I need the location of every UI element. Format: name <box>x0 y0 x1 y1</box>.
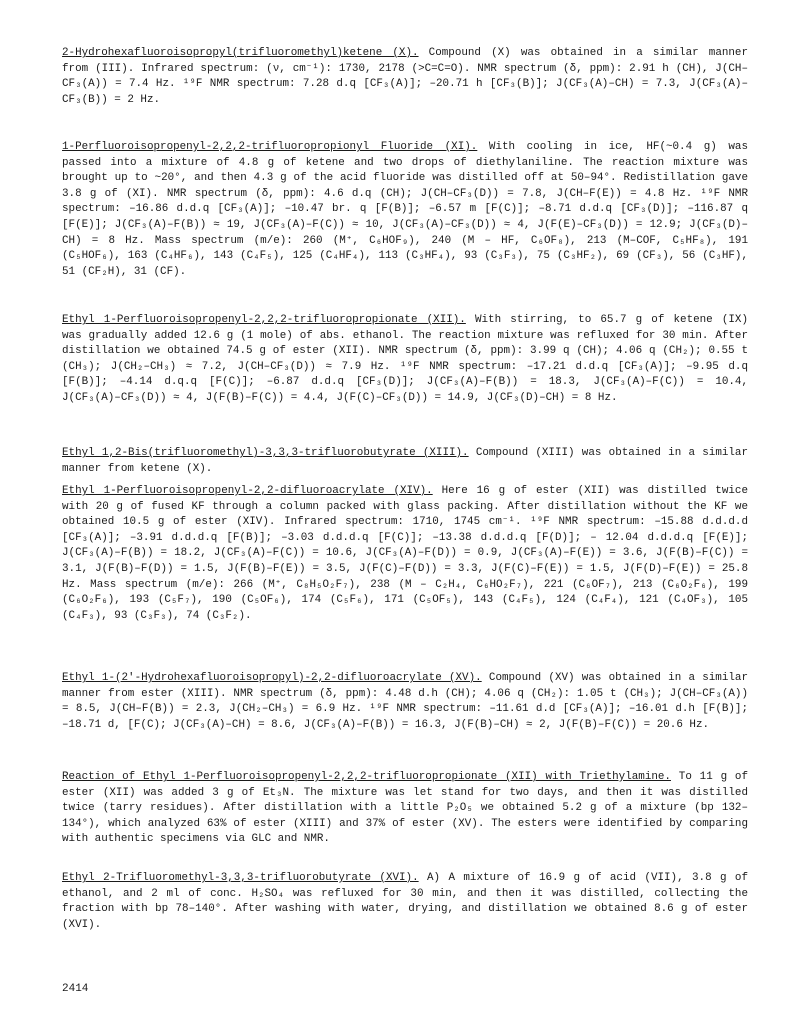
heading-ester-xii: Ethyl 1-Perfluoroisopropenyl-2,2,2-trifluoropropionate (XII). <box>62 314 466 326</box>
heading-ester-xvi: Ethyl 2-Trifluoromethyl-3,3,3-trifluorobutyrate (XVI). <box>62 872 419 884</box>
paragraph-triethylamine-reaction <box>62 770 748 848</box>
body-ketene-x: Compound (X) was obtained in a similar manner from (III). Infrared spectrum: (ν, cm⁻¹): 1730, 2178 (>C=C=O). NMR spectrum (δ, ppm): 2.91 h (CH), J(CH–CF₃(A)) = 7.4 Hz. ¹⁹F NMR spectrum: 7.28 d.q [CF₃(A)]; –20.71 h [CF₃(B)]; J(CF₃(A)–CH) = 7.3, J(CF₃(A)–CF₃(B)) = 2 Hz. <box>62 47 748 106</box>
paragraph-ketene-x <box>62 46 748 108</box>
heading-ester-xiii: Ethyl 1,2-Bis(trifluoromethyl)-3,3,3-trifluorobutyrate (XIII). <box>62 447 469 459</box>
paragraph-ester-xiii <box>62 446 748 477</box>
page-number: 2414 <box>62 983 89 995</box>
heading-ester-xiv: Ethyl 1-Perfluoroisopropenyl-2,2-difluoroacrylate (XIV). <box>62 485 433 497</box>
paragraph-ester-xv <box>62 671 748 733</box>
body-ester-xiii: Compound (XIII) was obtained in a similar manner from ketene (X). <box>62 447 748 475</box>
heading-ketene-x: 2-Hydrohexafluoroisopropyl(trifluoromethyl)ketene (X). <box>62 47 419 59</box>
body-triethylamine-reaction: To 11 g of ester (XII) was added 3 g of Et₃N. The mixture was let stand for two days, and then it was distilled twice (tarry residues). After distillation with a little P₂O₅ we obtained 5.2 g of a mixture (bp 132–134°), which analyzed 63% of ester (XIII) and 37% of ester (XV). The esters were identified by comparing with authentic specimens via GLC and NMR. <box>62 771 748 846</box>
body-ester-xii: With stirring, to 65.7 g of ketene (IX) was gradually added 12.6 g (1 mole) of abs. ethanol. The reaction mixture was refluxed for 30 min. After distillation we obtained 74.5 g of ester (XII). NMR spectrum (δ, ppm): 3.99 q (CH); 4.06 q (CH₂); 0.55 t (CH₃); J(CH₂–CH₃) ≈ 7.2, J(CH–CF₃(D)) ≈ 7.9 Hz. ¹⁹F NMR spectrum: –17.21 d.d.q [CF₃(A)]; –9.95 d.q [F(B)]; –4.14 d.q.q [F(C)]; –6.87 d.d.q [CF₃(D)]; J(CF₃(A)–F(B)) = 18.3, J(CF₃(A)–F(C)) = 10.4, J(CF₃(A)–CF₃(D)) ≈ 4, J(F(B)–F(C)) = 4.4, J(F(C)–CF₃(D)) = 14.9, J(CF₃(D)–CH) = 8 Hz. <box>62 314 748 404</box>
body-ester-xiv: Here 16 g of ester (XII) was distilled twice with 20 g of fused KF through a column packed with glass packing. After distillation without the KF we obtained 10.5 g of ester (XIV). Infrared spectrum: 1710, 1745 cm⁻¹. ¹⁹F NMR spectrum: –15.88 d.d.d.d [CF₃(A)]; –3.91 d.d.d.q [F(B)]; –3.03 d.d.d.q [F(C)]; –13.38 d.d.d.q [F(D)]; – 12.04 d.d.d.q [F(E)]; J(CF₃(A)–F(B)) = 18.2, J(CF₃(A)–F(C)) = 10.6, J(CF₃(A)–F(D)) = 0.9, J(CF₃(A)–F(E)) = 3.6, J(F(B)–F(C)) = 3.1, J(F(B)–F(D)) = 1.5, J(F(B)–F(E)) = 3.5, J(F(C)–F(D)) = 3.3, J(F(C)–F(E)) = 1.5, J(F(D)–F(E)) = 25.8 Hz. Mass spectrum (m/e): 266 (M⁺, C₈H₅O₂F₇), 238 (M – C₂H₄, C₆HO₂F₇), 221 (C₆OF₇), 213 (C₆O₂F₆), 199 (C₆O₂F₆), 193 (C₅F₇), 190 (C₅OF₆), 174 (C₅F₆), 171 (C₅OF₅), 143 (C₄F₅), 124 (C₄F₄), 121 (C₄OF₃), 105 (C₄F₃), 93 (C₃F₃), 74 (C₃F₂). <box>62 485 748 622</box>
body-ester-xv: Compound (XV) was obtained in a similar manner from ester (XIII). NMR spectrum (δ, ppm): 4.48 d.h (CH); 4.06 q (CH₂): 1.05 t (CH₃); J(CH–CF₃(A)) = 8.5, J(CH–F(B)) = 2.3, J(CH₂–CH₃) = 6.9 Hz. ¹⁹F NMR spectrum: –11.61 d.d [CF₃(A)]; –16.01 d.h [F(B)]; –18.71 d, [F(C); J(CF₃(A)–CH) = 8.6, J(CF₃(A)–F(B)) = 16.3, J(F(B)–CH) ≈ 2, J(F(B)–F(C)) = 20.6 Hz. <box>62 672 748 731</box>
heading-triethylamine-reaction: Reaction of Ethyl 1-Perfluoroisopropenyl-2,2,2-trifluoropropionate (XII) with Triethylamine. <box>62 771 671 783</box>
heading-acid-fluoride-xi: 1-Perfluoroisopropenyl-2,2,2-trifluoropropionyl Fluoride (XI). <box>62 141 478 153</box>
paragraph-ester-xvi <box>62 871 748 933</box>
body-ester-xvi: A) A mixture of 16.9 g of acid (VII), 3.8 g of ethanol, and 2 ml of conc. H₂SO₄ was refluxed for 30 min, and then it was distilled, collecting the fraction with bp 78–140°. After washing with water, drying, and distillation we obtained 8.6 g of ester (XVI). <box>62 872 748 931</box>
paragraph-acid-fluoride-xi <box>62 140 748 280</box>
paragraph-ester-xii <box>62 313 748 407</box>
body-acid-fluoride-xi: With cooling in ice, HF(~0.4 g) was passed into a mixture of 4.8 g of ketene and two drops of diethylaniline. The reaction mixture was brought up to ~20°, and then 4.3 g of the acid fluoride was distilled off at 50–94°. Redistillation gave 3.8 g of (XI). NMR spectrum (δ, ppm): 4.6 d.q (CH); J(CH–CF₃(D)) = 7.8, J(CH–F(E)) = 4.8 Hz. ¹⁹F NMR spectrum: –16.86 d.d.q [CF₃(A)]; –10.47 br. q [F(B)]; –6.57 m [F(C)]; –8.71 d.d.q [CF₃(D)]; –116.87 q [F(E)]; J(CF₃(A)–F(B)) ≈ 19, J(CF₃(A)–F(C)) ≈ 10, J(CF₃(A)–CF₃(D)) ≈ 4, J(F(E)–CF₃(D)) = 12.9; J(CF₃(D)–CH) = 8 Hz. Mass spectrum (m/e): 260 (M⁺, C₆HOF₉), 240 (M – HF, C₆OF₈), 213 (M–COF, C₅HF₈), 191 (C₅HOF₆), 163 (C₄HF₆), 143 (C₄F₅), 125 (C₄HF₄), 113 (C₃HF₄), 93 (C₃F₃), 75 (C₃HF₂), 69 (CF₃), 56 (C₃HF), 51 (CF₂H), 31 (CF). <box>62 141 748 278</box>
heading-ester-xv: Ethyl 1-(2'-Hydrohexafluoroisopropyl)-2,2-difluoroacrylate (XV). <box>62 672 482 684</box>
paragraph-ester-xiv <box>62 484 748 624</box>
